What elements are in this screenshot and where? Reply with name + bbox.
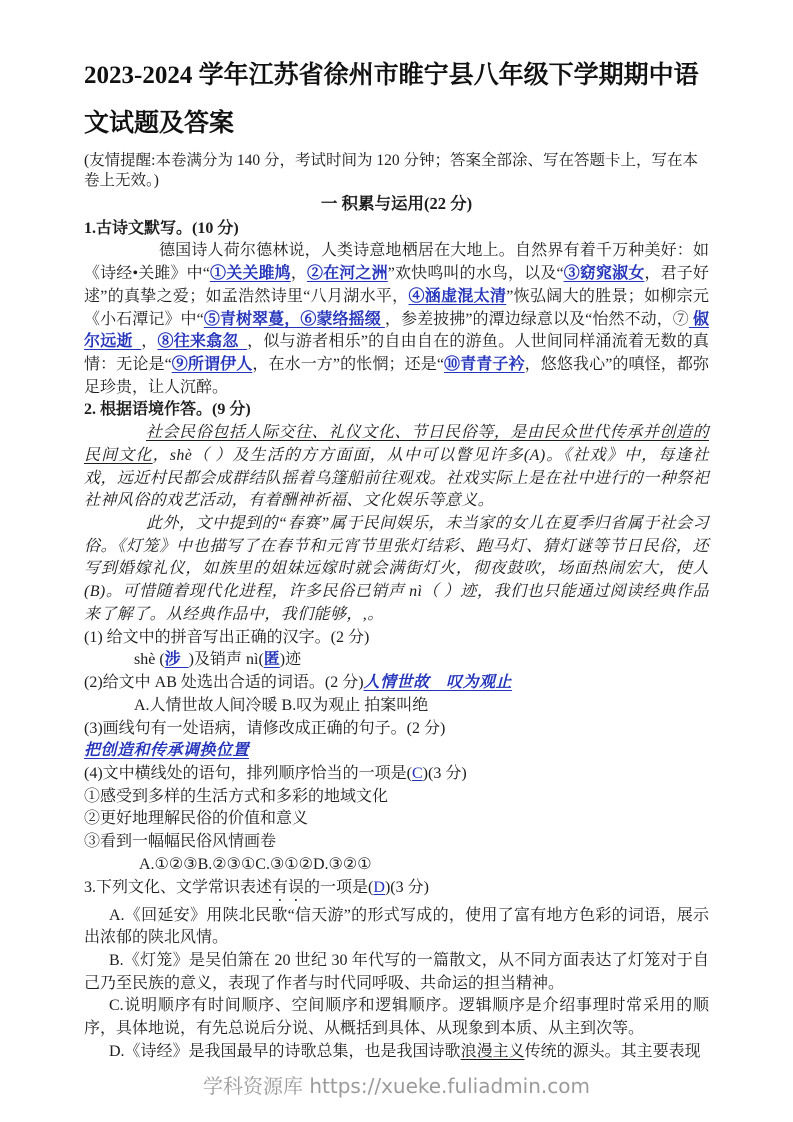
q2-sub3-label: (3)画线句有一处语病，请修改成正确的句子。(2 分): [84, 719, 446, 737]
footer-url: https://xueke.fuliadmin.com: [309, 1073, 590, 1098]
q2-sub1-answer: shè (涉 )及销声 nì(匿)迹: [134, 651, 302, 669]
q2-sub4-item-3: ③看到一幅幅民俗风情画卷: [84, 833, 277, 851]
document-title: 2023-2024 学年江苏省徐州市睢宁县八年级下学期期中语文试题及答案: [84, 62, 699, 137]
q2-sub4-label: (4)文中横线处的语句，排列顺序恰当的一项是(C)(3 分): [84, 764, 467, 782]
q3-option-a: A.《回延安》用陕北民歌“信天游”的形式写成的，使用了富有地方色彩的词语，展示出浓郁的陕北风情。: [84, 906, 709, 947]
q2-sub4-item-2: ②更好地理解民俗的价值和意义: [84, 810, 309, 828]
footer-site-name: 学科资源库: [203, 1073, 304, 1098]
question-2-heading: 2. 根据语境作答。(9 分): [84, 401, 251, 419]
q2-sub3-answer: 把创造和传承调换位置: [84, 742, 250, 760]
q3-option-b: B.《灯笼》是吴伯箫在 20 世纪 30 年代写的一篇散文，从不同方面表达了灯笼对于自己乃至民族的意义，表现了作者与时代同呼吸、共命运的担当精神。: [84, 951, 709, 992]
question-1-passage: 德国诗人荷尔德林说，人类诗意地栖居在大地上。自然界有着千万种美好：如《诗经•关雎》中“①关关雎鸠，②在河之洲”欢快鸣叫的水鸟，以及“③窈窕淑女，君子好逑”的真挚之爱；如孟浩然诗里“八月湖水平，④涵虚混太清”恢弘阔大的胜景；如柳宗元《小石潭记》中“⑤青树翠蔓，⑥蒙络摇缀 ，参差披拂”的潭边绿意以及“怡然不动，⑦ 俶尔远逝 ，⑧往来翕忽 ，似与游者相乐”的自由自在的游鱼。人世间同样涌流着无数的真情：无论是“⑨所谓伊人，在水一方”的怅惘；还是“⑩青青子衿，悠悠我心”的嗔怪，都弥足珍贵，让人沉醉。: [84, 242, 709, 396]
question-1-heading: 1.古诗文默写。(10 分): [84, 219, 239, 237]
question-2-passage-2: 此外，文中提到的“春赛”属于民间娱乐，未当家的女儿在夏季归省属于社会习俗。《灯笼》中也描写了在春节和元宵节里张灯结彩、跑马灯、猜灯谜等节日民俗，还写到婚嫁礼仪，如族里的姐妹远嫁时就会满街灯火，彻夜鼓吹，场面热闹宏大，使人(B)。可惜随着现代化进程，许多民俗已销声 nì（ ）迹，我们也只能通过阅读经典作品来了解了。从经典作品中，我们能够，,。: [84, 515, 709, 623]
q3-option-d: D.《诗经》是我国最早的诗歌总集，也是我国诗歌浪漫主义传统的源头。其主要表现: [109, 1042, 701, 1060]
q2-sub2-options: A.人情世故人间冷暖 B.叹为观止 拍案叫绝: [134, 696, 429, 714]
q3-option-c: C.说明顺序有时间顺序、空间顺序和逻辑顺序。逻辑顺序是介绍事理时常采用的顺序，具体地说，有先总说后分说、从概括到具体、从现象到本质、从主到次等。: [84, 997, 709, 1038]
q2-sub2-label: (2)给文中 AB 处选出合适的词语。(2 分)人情世故 叹为观止: [84, 674, 513, 692]
section-1-heading: 一 积累与运用(22 分): [320, 194, 473, 214]
q2-sub4-item-1: ①感受到多样的生活方式和多彩的地域文化: [84, 787, 389, 805]
q2-sub1-label: (1) 给文中的拼音写出正确的汉字。(2 分): [84, 628, 370, 646]
question-2-passage-1: 社会民俗包括人际交往、礼仪文化、节日民俗等，是由民众世代传承并创造的民间文化，shè（ ）及生活的方方面面，从中可以瞥见许多(A)。《社戏》中，每逢社戏，远近村民都会成群结队摇着乌篷船前往观戏。社戏实际上是在社中进行的一种祭祀社神风俗的戏艺活动，有着酬神祈福、文化娱乐等意义。: [84, 424, 709, 510]
q2-sub4-choices: A.①②③B.②③①C.③①②D.③②①: [139, 855, 372, 873]
exam-instructions-note: (友情提醒:本卷满分为 140 分，考试时间为 120 分钟；答案全部涂、写在答题卡上，写在本卷上无效。): [84, 152, 698, 190]
footer-watermark: [0, 1072, 793, 1100]
question-3-stem: 3.下列文化、文学常识表述有误的一项是(D)(3 分): [84, 878, 429, 896]
